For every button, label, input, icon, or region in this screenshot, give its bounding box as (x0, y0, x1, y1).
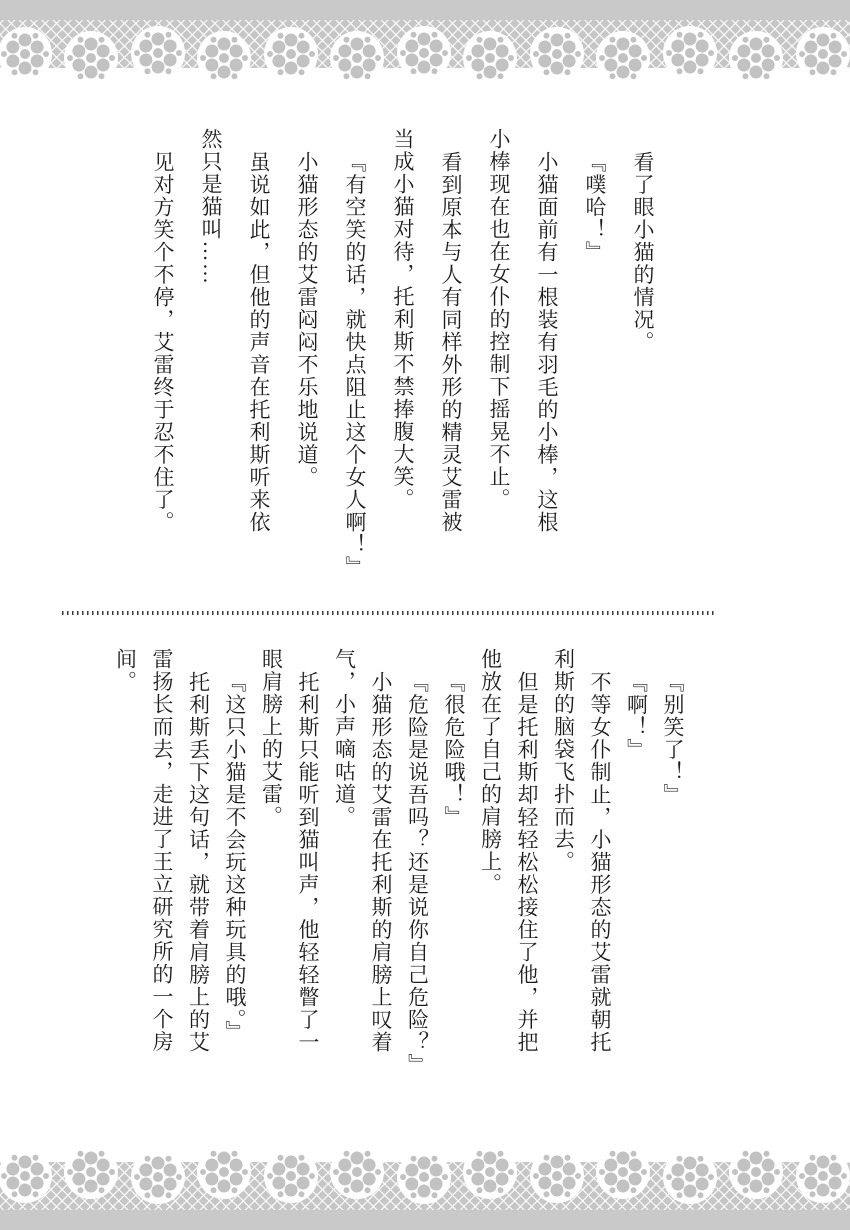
text-column: 利斯的脑袋飞扑而去。 (551, 648, 576, 873)
text-column: 小棒现在也在女仆的控制下摇晃不止。 (487, 128, 511, 511)
text-column: 小猫形态的艾雷在托利斯的肩膀上叹着 (369, 671, 393, 1054)
section-divider (62, 611, 716, 615)
text-column: 看了眼小猫的情况。 (631, 151, 655, 354)
text-section-bottom (107, 648, 691, 1114)
text-column: 间。 (113, 648, 138, 693)
text-column: 『别笑了！』 (661, 671, 685, 806)
text-column: 看到原本与人有同样外形的精灵艾雷被 (439, 151, 463, 534)
text-column: 他放在了自己的肩膀上。 (478, 648, 503, 896)
lace-pattern-icon (0, 0, 850, 95)
text-column: 虽说如此，但他的声音在托利斯听来依 (247, 151, 271, 534)
text-column: 『这只小猫是不会玩这种玩具的哦。』 (223, 671, 247, 1043)
text-column: 『噗哈！』 (583, 151, 607, 264)
text-column: 『啊！』 (624, 671, 649, 761)
text-column: 托利斯丢下这句话，就带着肩膀上的艾 (186, 671, 211, 1054)
text-column: 托利斯只能听到猫叫声，他轻轻瞥了一 (296, 671, 320, 1054)
text-column: 『危险是说吾吗？还是说你自己危险？』 (405, 671, 430, 1076)
text-column: 『有空笑的话，就快点阻止这个女人啊！』 (343, 151, 367, 579)
text-column: 气，小声嘀咕道。 (332, 648, 357, 828)
text-column: 当成小猫对待，托利斯不禁捧腹大笑。 (391, 128, 415, 511)
text-section-top (139, 128, 667, 602)
lace-border-bottom (0, 1135, 850, 1230)
text-column: 雷扬长而去，走进了王立研究所的一个房 (150, 648, 174, 1053)
text-column: 小猫面前有一根装有羽毛的小棒，这根 (535, 151, 559, 534)
text-column: 不等女仆制止，小猫形态的艾雷就朝托 (588, 671, 612, 1054)
lace-border-top (0, 0, 850, 95)
text-column: 见对方笑个不停，艾雷终于忍不住了。 (151, 151, 175, 534)
text-column: 『很危险哦！』 (442, 671, 466, 829)
text-column: 但是托利斯却轻轻松松接住了他，并把 (515, 671, 539, 1054)
text-column: 然只是猫叫…… (199, 128, 223, 286)
text-column: 小猫形态的艾雷闷闷不乐地说道。 (295, 151, 319, 489)
text-column: 眼肩膀上的艾雷。 (259, 648, 284, 828)
lace-pattern-icon (0, 1135, 850, 1230)
